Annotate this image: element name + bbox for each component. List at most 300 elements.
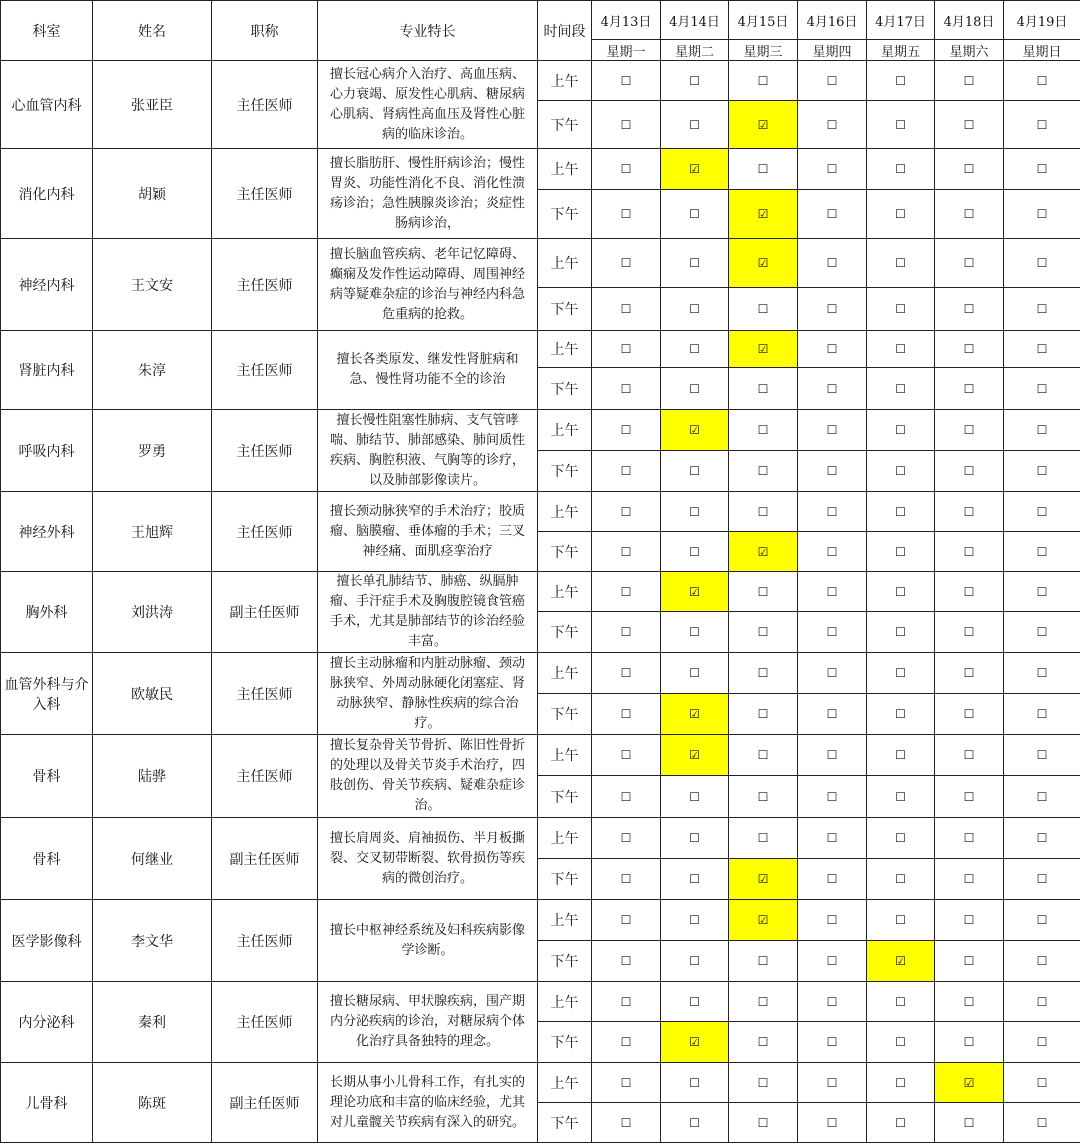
schedule-cell[interactable] [867, 190, 935, 239]
schedule-cell[interactable] [798, 101, 867, 149]
checked-checkbox-icon[interactable]: ☑ [689, 584, 700, 599]
empty-checkbox-icon[interactable]: ☐ [1036, 584, 1048, 599]
empty-checkbox-icon[interactable]: ☐ [689, 1115, 700, 1130]
empty-checkbox-icon[interactable]: ☐ [620, 207, 632, 221]
schedule-cell[interactable] [661, 572, 729, 612]
checked-checkbox-icon[interactable]: ☑ [689, 1035, 700, 1049]
empty-checkbox-icon[interactable]: ☐ [1036, 707, 1048, 721]
empty-checkbox-icon[interactable]: ☐ [1036, 381, 1048, 396]
empty-checkbox-icon[interactable]: ☐ [757, 381, 769, 396]
schedule-cell[interactable] [592, 532, 661, 572]
empty-checkbox-icon[interactable]: ☐ [895, 913, 906, 927]
checked-checkbox-icon[interactable]: ☑ [757, 913, 769, 927]
schedule-cell[interactable] [798, 288, 867, 331]
empty-checkbox-icon[interactable]: ☐ [895, 584, 906, 599]
empty-checkbox-icon[interactable]: ☐ [757, 1075, 769, 1090]
schedule-cell[interactable] [592, 859, 661, 900]
schedule-cell[interactable] [729, 735, 798, 776]
schedule-cell[interactable] [867, 1103, 935, 1143]
empty-checkbox-icon[interactable]: ☐ [620, 256, 632, 270]
checked-checkbox-icon[interactable]: ☑ [963, 1075, 975, 1090]
empty-checkbox-icon[interactable]: ☐ [757, 1035, 769, 1049]
empty-checkbox-icon[interactable]: ☐ [757, 73, 769, 88]
empty-checkbox-icon[interactable]: ☐ [689, 954, 700, 968]
schedule-cell[interactable] [661, 735, 729, 776]
schedule-cell[interactable] [798, 818, 867, 859]
empty-checkbox-icon[interactable]: ☐ [1036, 504, 1048, 519]
checked-checkbox-icon[interactable]: ☑ [757, 342, 769, 356]
schedule-cell[interactable] [661, 653, 729, 694]
schedule-cell[interactable] [935, 492, 1004, 532]
empty-checkbox-icon[interactable]: ☐ [1036, 162, 1048, 176]
empty-checkbox-icon[interactable]: ☐ [689, 342, 700, 356]
empty-checkbox-icon[interactable]: ☐ [895, 994, 906, 1009]
schedule-cell[interactable] [1004, 900, 1080, 941]
schedule-cell[interactable] [867, 572, 935, 612]
schedule-cell[interactable] [592, 900, 661, 941]
empty-checkbox-icon[interactable]: ☐ [895, 789, 906, 804]
schedule-cell[interactable] [592, 492, 661, 532]
empty-checkbox-icon[interactable]: ☐ [620, 381, 632, 396]
schedule-cell[interactable] [592, 410, 661, 451]
empty-checkbox-icon[interactable]: ☐ [689, 73, 700, 88]
empty-checkbox-icon[interactable]: ☐ [1036, 913, 1048, 927]
empty-checkbox-icon[interactable]: ☐ [757, 162, 769, 176]
empty-checkbox-icon[interactable]: ☐ [826, 464, 838, 478]
empty-checkbox-icon[interactable]: ☐ [1036, 117, 1048, 132]
empty-checkbox-icon[interactable]: ☐ [689, 831, 700, 845]
schedule-cell[interactable] [798, 612, 867, 653]
schedule-cell[interactable] [592, 1022, 661, 1063]
empty-checkbox-icon[interactable]: ☐ [963, 464, 975, 478]
schedule-cell[interactable] [867, 1022, 935, 1063]
schedule-cell[interactable] [935, 451, 1004, 492]
empty-checkbox-icon[interactable]: ☐ [963, 256, 975, 270]
schedule-cell[interactable] [661, 818, 729, 859]
empty-checkbox-icon[interactable]: ☐ [757, 789, 769, 804]
schedule-cell[interactable] [798, 451, 867, 492]
empty-checkbox-icon[interactable]: ☐ [1036, 1075, 1048, 1090]
empty-checkbox-icon[interactable]: ☐ [757, 423, 769, 437]
schedule-cell[interactable] [867, 694, 935, 735]
schedule-cell[interactable] [1004, 653, 1080, 694]
empty-checkbox-icon[interactable]: ☐ [963, 117, 975, 132]
empty-checkbox-icon[interactable]: ☐ [895, 872, 906, 886]
empty-checkbox-icon[interactable]: ☐ [895, 73, 906, 88]
empty-checkbox-icon[interactable]: ☐ [757, 707, 769, 721]
empty-checkbox-icon[interactable]: ☐ [895, 162, 906, 176]
schedule-cell[interactable] [592, 149, 661, 190]
empty-checkbox-icon[interactable]: ☐ [826, 748, 838, 762]
schedule-cell[interactable] [592, 368, 661, 410]
schedule-cell[interactable] [729, 818, 798, 859]
schedule-cell[interactable] [935, 410, 1004, 451]
empty-checkbox-icon[interactable]: ☐ [1036, 954, 1048, 968]
schedule-cell[interactable] [1004, 1022, 1080, 1063]
schedule-cell[interactable] [798, 149, 867, 190]
schedule-cell[interactable] [935, 900, 1004, 941]
empty-checkbox-icon[interactable]: ☐ [963, 544, 975, 559]
schedule-cell[interactable] [729, 694, 798, 735]
schedule-cell[interactable] [935, 941, 1004, 982]
empty-checkbox-icon[interactable]: ☐ [620, 789, 632, 804]
empty-checkbox-icon[interactable]: ☐ [895, 625, 906, 639]
empty-checkbox-icon[interactable]: ☐ [895, 831, 906, 845]
schedule-cell[interactable] [798, 61, 867, 101]
schedule-cell[interactable] [729, 288, 798, 331]
schedule-cell[interactable] [935, 1022, 1004, 1063]
empty-checkbox-icon[interactable]: ☐ [895, 707, 906, 721]
empty-checkbox-icon[interactable]: ☐ [826, 872, 838, 886]
schedule-cell[interactable] [729, 410, 798, 451]
schedule-cell[interactable] [798, 941, 867, 982]
schedule-cell[interactable] [661, 190, 729, 239]
schedule-cell[interactable] [729, 1063, 798, 1103]
empty-checkbox-icon[interactable]: ☐ [1036, 464, 1048, 478]
empty-checkbox-icon[interactable]: ☐ [1036, 302, 1048, 316]
empty-checkbox-icon[interactable]: ☐ [895, 748, 906, 762]
schedule-cell[interactable] [661, 239, 729, 288]
schedule-cell[interactable] [867, 653, 935, 694]
schedule-cell[interactable] [1004, 776, 1080, 818]
empty-checkbox-icon[interactable]: ☐ [689, 256, 700, 270]
empty-checkbox-icon[interactable]: ☐ [826, 954, 838, 968]
schedule-cell[interactable] [661, 941, 729, 982]
empty-checkbox-icon[interactable]: ☐ [826, 584, 838, 599]
schedule-cell[interactable] [1004, 61, 1080, 101]
schedule-cell[interactable] [935, 818, 1004, 859]
schedule-cell[interactable] [661, 694, 729, 735]
empty-checkbox-icon[interactable]: ☐ [826, 256, 838, 270]
schedule-cell[interactable] [592, 101, 661, 149]
schedule-cell[interactable] [935, 982, 1004, 1022]
empty-checkbox-icon[interactable]: ☐ [1036, 1035, 1048, 1049]
empty-checkbox-icon[interactable]: ☐ [757, 666, 769, 680]
schedule-cell[interactable] [867, 818, 935, 859]
empty-checkbox-icon[interactable]: ☐ [895, 504, 906, 519]
schedule-cell[interactable] [798, 653, 867, 694]
schedule-cell[interactable] [1004, 818, 1080, 859]
checked-checkbox-icon[interactable]: ☑ [689, 707, 700, 721]
empty-checkbox-icon[interactable]: ☐ [963, 913, 975, 927]
schedule-cell[interactable] [592, 612, 661, 653]
schedule-cell[interactable] [592, 451, 661, 492]
schedule-cell[interactable] [1004, 331, 1080, 368]
schedule-cell[interactable] [729, 1103, 798, 1143]
checked-checkbox-icon[interactable]: ☑ [757, 117, 769, 132]
checked-checkbox-icon[interactable]: ☑ [689, 423, 700, 437]
empty-checkbox-icon[interactable]: ☐ [826, 544, 838, 559]
empty-checkbox-icon[interactable]: ☐ [620, 504, 632, 519]
schedule-cell[interactable] [661, 532, 729, 572]
empty-checkbox-icon[interactable]: ☐ [689, 994, 700, 1009]
schedule-cell[interactable] [867, 492, 935, 532]
empty-checkbox-icon[interactable]: ☐ [689, 666, 700, 680]
schedule-cell[interactable] [867, 288, 935, 331]
schedule-cell[interactable] [592, 735, 661, 776]
empty-checkbox-icon[interactable]: ☐ [826, 831, 838, 845]
schedule-cell[interactable] [867, 532, 935, 572]
schedule-cell[interactable] [729, 1022, 798, 1063]
schedule-cell[interactable] [798, 1063, 867, 1103]
empty-checkbox-icon[interactable]: ☐ [620, 872, 632, 886]
empty-checkbox-icon[interactable]: ☐ [1036, 207, 1048, 221]
empty-checkbox-icon[interactable]: ☐ [620, 994, 632, 1009]
empty-checkbox-icon[interactable]: ☐ [826, 666, 838, 680]
schedule-cell[interactable] [1004, 101, 1080, 149]
schedule-cell[interactable] [592, 288, 661, 331]
empty-checkbox-icon[interactable]: ☐ [963, 789, 975, 804]
empty-checkbox-icon[interactable]: ☐ [963, 504, 975, 519]
schedule-cell[interactable] [867, 149, 935, 190]
empty-checkbox-icon[interactable]: ☐ [895, 207, 906, 221]
empty-checkbox-icon[interactable]: ☐ [895, 423, 906, 437]
checked-checkbox-icon[interactable]: ☑ [757, 544, 769, 559]
empty-checkbox-icon[interactable]: ☐ [895, 1075, 906, 1090]
empty-checkbox-icon[interactable]: ☐ [963, 423, 975, 437]
schedule-cell[interactable] [935, 368, 1004, 410]
schedule-cell[interactable] [661, 612, 729, 653]
schedule-cell[interactable] [798, 492, 867, 532]
schedule-cell[interactable] [729, 61, 798, 101]
empty-checkbox-icon[interactable]: ☐ [689, 1075, 700, 1090]
schedule-cell[interactable] [1004, 239, 1080, 288]
empty-checkbox-icon[interactable]: ☐ [620, 831, 632, 845]
schedule-cell[interactable] [729, 900, 798, 941]
empty-checkbox-icon[interactable]: ☐ [826, 1035, 838, 1049]
schedule-cell[interactable] [935, 331, 1004, 368]
schedule-cell[interactable] [1004, 1103, 1080, 1143]
empty-checkbox-icon[interactable]: ☐ [963, 625, 975, 639]
schedule-cell[interactable] [592, 818, 661, 859]
empty-checkbox-icon[interactable]: ☐ [1036, 831, 1048, 845]
schedule-cell[interactable] [729, 982, 798, 1022]
schedule-cell[interactable] [867, 776, 935, 818]
schedule-cell[interactable] [661, 1103, 729, 1143]
empty-checkbox-icon[interactable]: ☐ [826, 73, 838, 88]
empty-checkbox-icon[interactable]: ☐ [757, 748, 769, 762]
schedule-cell[interactable] [1004, 735, 1080, 776]
schedule-cell[interactable] [592, 331, 661, 368]
schedule-cell[interactable] [661, 410, 729, 451]
empty-checkbox-icon[interactable]: ☐ [963, 1035, 975, 1049]
schedule-cell[interactable] [867, 61, 935, 101]
empty-checkbox-icon[interactable]: ☐ [757, 302, 769, 316]
empty-checkbox-icon[interactable]: ☐ [757, 994, 769, 1009]
empty-checkbox-icon[interactable]: ☐ [963, 707, 975, 721]
schedule-cell[interactable] [798, 239, 867, 288]
empty-checkbox-icon[interactable]: ☐ [826, 1115, 838, 1130]
empty-checkbox-icon[interactable]: ☐ [826, 423, 838, 437]
empty-checkbox-icon[interactable]: ☐ [757, 1115, 769, 1130]
empty-checkbox-icon[interactable]: ☐ [689, 872, 700, 886]
empty-checkbox-icon[interactable]: ☐ [689, 207, 700, 221]
schedule-cell[interactable] [592, 941, 661, 982]
schedule-cell[interactable] [935, 1103, 1004, 1143]
empty-checkbox-icon[interactable]: ☐ [963, 1115, 975, 1130]
empty-checkbox-icon[interactable]: ☐ [1036, 994, 1048, 1009]
empty-checkbox-icon[interactable]: ☐ [895, 302, 906, 316]
empty-checkbox-icon[interactable]: ☐ [963, 302, 975, 316]
schedule-cell[interactable] [592, 694, 661, 735]
schedule-cell[interactable] [798, 410, 867, 451]
schedule-cell[interactable] [935, 61, 1004, 101]
empty-checkbox-icon[interactable]: ☐ [620, 666, 632, 680]
empty-checkbox-icon[interactable]: ☐ [895, 256, 906, 270]
empty-checkbox-icon[interactable]: ☐ [963, 666, 975, 680]
schedule-cell[interactable] [592, 653, 661, 694]
empty-checkbox-icon[interactable]: ☐ [895, 666, 906, 680]
schedule-cell[interactable] [729, 331, 798, 368]
empty-checkbox-icon[interactable]: ☐ [1036, 625, 1048, 639]
empty-checkbox-icon[interactable]: ☐ [620, 1075, 632, 1090]
schedule-cell[interactable] [729, 239, 798, 288]
schedule-cell[interactable] [867, 982, 935, 1022]
schedule-cell[interactable] [661, 451, 729, 492]
schedule-cell[interactable] [935, 735, 1004, 776]
schedule-cell[interactable] [798, 982, 867, 1022]
empty-checkbox-icon[interactable]: ☐ [963, 872, 975, 886]
schedule-cell[interactable] [798, 859, 867, 900]
empty-checkbox-icon[interactable]: ☐ [620, 117, 632, 132]
empty-checkbox-icon[interactable]: ☐ [620, 423, 632, 437]
schedule-cell[interactable] [729, 101, 798, 149]
schedule-cell[interactable] [661, 859, 729, 900]
empty-checkbox-icon[interactable]: ☐ [757, 625, 769, 639]
schedule-cell[interactable] [935, 190, 1004, 239]
empty-checkbox-icon[interactable]: ☐ [620, 464, 632, 478]
empty-checkbox-icon[interactable]: ☐ [689, 913, 700, 927]
empty-checkbox-icon[interactable]: ☐ [826, 207, 838, 221]
empty-checkbox-icon[interactable]: ☐ [826, 342, 838, 356]
schedule-cell[interactable] [729, 776, 798, 818]
schedule-cell[interactable] [729, 941, 798, 982]
schedule-cell[interactable] [661, 1063, 729, 1103]
empty-checkbox-icon[interactable]: ☐ [1036, 789, 1048, 804]
empty-checkbox-icon[interactable]: ☐ [963, 162, 975, 176]
schedule-cell[interactable] [661, 900, 729, 941]
empty-checkbox-icon[interactable]: ☐ [963, 748, 975, 762]
schedule-cell[interactable] [661, 101, 729, 149]
schedule-cell[interactable] [798, 1103, 867, 1143]
empty-checkbox-icon[interactable]: ☐ [689, 789, 700, 804]
schedule-cell[interactable] [867, 859, 935, 900]
schedule-cell[interactable] [935, 149, 1004, 190]
empty-checkbox-icon[interactable]: ☐ [826, 504, 838, 519]
empty-checkbox-icon[interactable]: ☐ [826, 1075, 838, 1090]
schedule-cell[interactable] [592, 572, 661, 612]
empty-checkbox-icon[interactable]: ☐ [826, 994, 838, 1009]
empty-checkbox-icon[interactable]: ☐ [1036, 1115, 1048, 1130]
empty-checkbox-icon[interactable]: ☐ [826, 913, 838, 927]
empty-checkbox-icon[interactable]: ☐ [620, 625, 632, 639]
schedule-cell[interactable] [729, 451, 798, 492]
schedule-cell[interactable] [798, 190, 867, 239]
checked-checkbox-icon[interactable]: ☑ [757, 207, 769, 221]
schedule-cell[interactable] [592, 1063, 661, 1103]
schedule-cell[interactable] [1004, 1063, 1080, 1103]
empty-checkbox-icon[interactable]: ☐ [1036, 342, 1048, 356]
schedule-cell[interactable] [729, 612, 798, 653]
empty-checkbox-icon[interactable]: ☐ [620, 302, 632, 316]
schedule-cell[interactable] [935, 859, 1004, 900]
empty-checkbox-icon[interactable]: ☐ [963, 207, 975, 221]
empty-checkbox-icon[interactable]: ☐ [620, 342, 632, 356]
empty-checkbox-icon[interactable]: ☐ [963, 381, 975, 396]
schedule-cell[interactable] [935, 572, 1004, 612]
empty-checkbox-icon[interactable]: ☐ [620, 913, 632, 927]
schedule-cell[interactable] [867, 368, 935, 410]
schedule-cell[interactable] [798, 532, 867, 572]
empty-checkbox-icon[interactable]: ☐ [757, 954, 769, 968]
schedule-cell[interactable] [592, 239, 661, 288]
checked-checkbox-icon[interactable]: ☑ [757, 256, 769, 270]
empty-checkbox-icon[interactable]: ☐ [1036, 666, 1048, 680]
schedule-cell[interactable] [1004, 694, 1080, 735]
schedule-cell[interactable] [661, 982, 729, 1022]
schedule-cell[interactable] [867, 331, 935, 368]
empty-checkbox-icon[interactable]: ☐ [757, 464, 769, 478]
empty-checkbox-icon[interactable]: ☐ [826, 117, 838, 132]
schedule-cell[interactable] [729, 492, 798, 532]
schedule-cell[interactable] [1004, 288, 1080, 331]
empty-checkbox-icon[interactable]: ☐ [895, 1035, 906, 1049]
schedule-cell[interactable] [661, 368, 729, 410]
schedule-cell[interactable] [798, 572, 867, 612]
empty-checkbox-icon[interactable]: ☐ [963, 994, 975, 1009]
empty-checkbox-icon[interactable]: ☐ [620, 707, 632, 721]
empty-checkbox-icon[interactable]: ☐ [1036, 73, 1048, 88]
empty-checkbox-icon[interactable]: ☐ [689, 381, 700, 396]
schedule-cell[interactable] [867, 239, 935, 288]
schedule-cell[interactable] [592, 190, 661, 239]
empty-checkbox-icon[interactable]: ☐ [1036, 423, 1048, 437]
schedule-cell[interactable] [867, 1063, 935, 1103]
schedule-cell[interactable] [798, 735, 867, 776]
schedule-cell[interactable] [798, 1022, 867, 1063]
checked-checkbox-icon[interactable]: ☑ [689, 748, 700, 762]
schedule-cell[interactable] [867, 101, 935, 149]
schedule-cell[interactable] [1004, 859, 1080, 900]
schedule-cell[interactable] [935, 288, 1004, 331]
schedule-cell[interactable] [661, 61, 729, 101]
empty-checkbox-icon[interactable]: ☐ [826, 789, 838, 804]
empty-checkbox-icon[interactable]: ☐ [757, 584, 769, 599]
schedule-cell[interactable] [729, 572, 798, 612]
empty-checkbox-icon[interactable]: ☐ [620, 748, 632, 762]
schedule-cell[interactable] [798, 331, 867, 368]
schedule-cell[interactable] [798, 776, 867, 818]
schedule-cell[interactable] [1004, 149, 1080, 190]
checked-checkbox-icon[interactable]: ☑ [895, 954, 906, 968]
schedule-cell[interactable] [1004, 451, 1080, 492]
schedule-cell[interactable] [935, 1063, 1004, 1103]
schedule-cell[interactable] [1004, 572, 1080, 612]
empty-checkbox-icon[interactable]: ☐ [1036, 256, 1048, 270]
schedule-cell[interactable] [592, 1103, 661, 1143]
empty-checkbox-icon[interactable]: ☐ [620, 954, 632, 968]
empty-checkbox-icon[interactable]: ☐ [963, 73, 975, 88]
schedule-cell[interactable] [661, 288, 729, 331]
schedule-cell[interactable] [935, 694, 1004, 735]
empty-checkbox-icon[interactable]: ☐ [620, 544, 632, 559]
empty-checkbox-icon[interactable]: ☐ [1036, 872, 1048, 886]
schedule-cell[interactable] [867, 451, 935, 492]
empty-checkbox-icon[interactable]: ☐ [963, 584, 975, 599]
empty-checkbox-icon[interactable]: ☐ [895, 342, 906, 356]
checked-checkbox-icon[interactable]: ☑ [757, 872, 769, 886]
empty-checkbox-icon[interactable]: ☐ [620, 1035, 632, 1049]
